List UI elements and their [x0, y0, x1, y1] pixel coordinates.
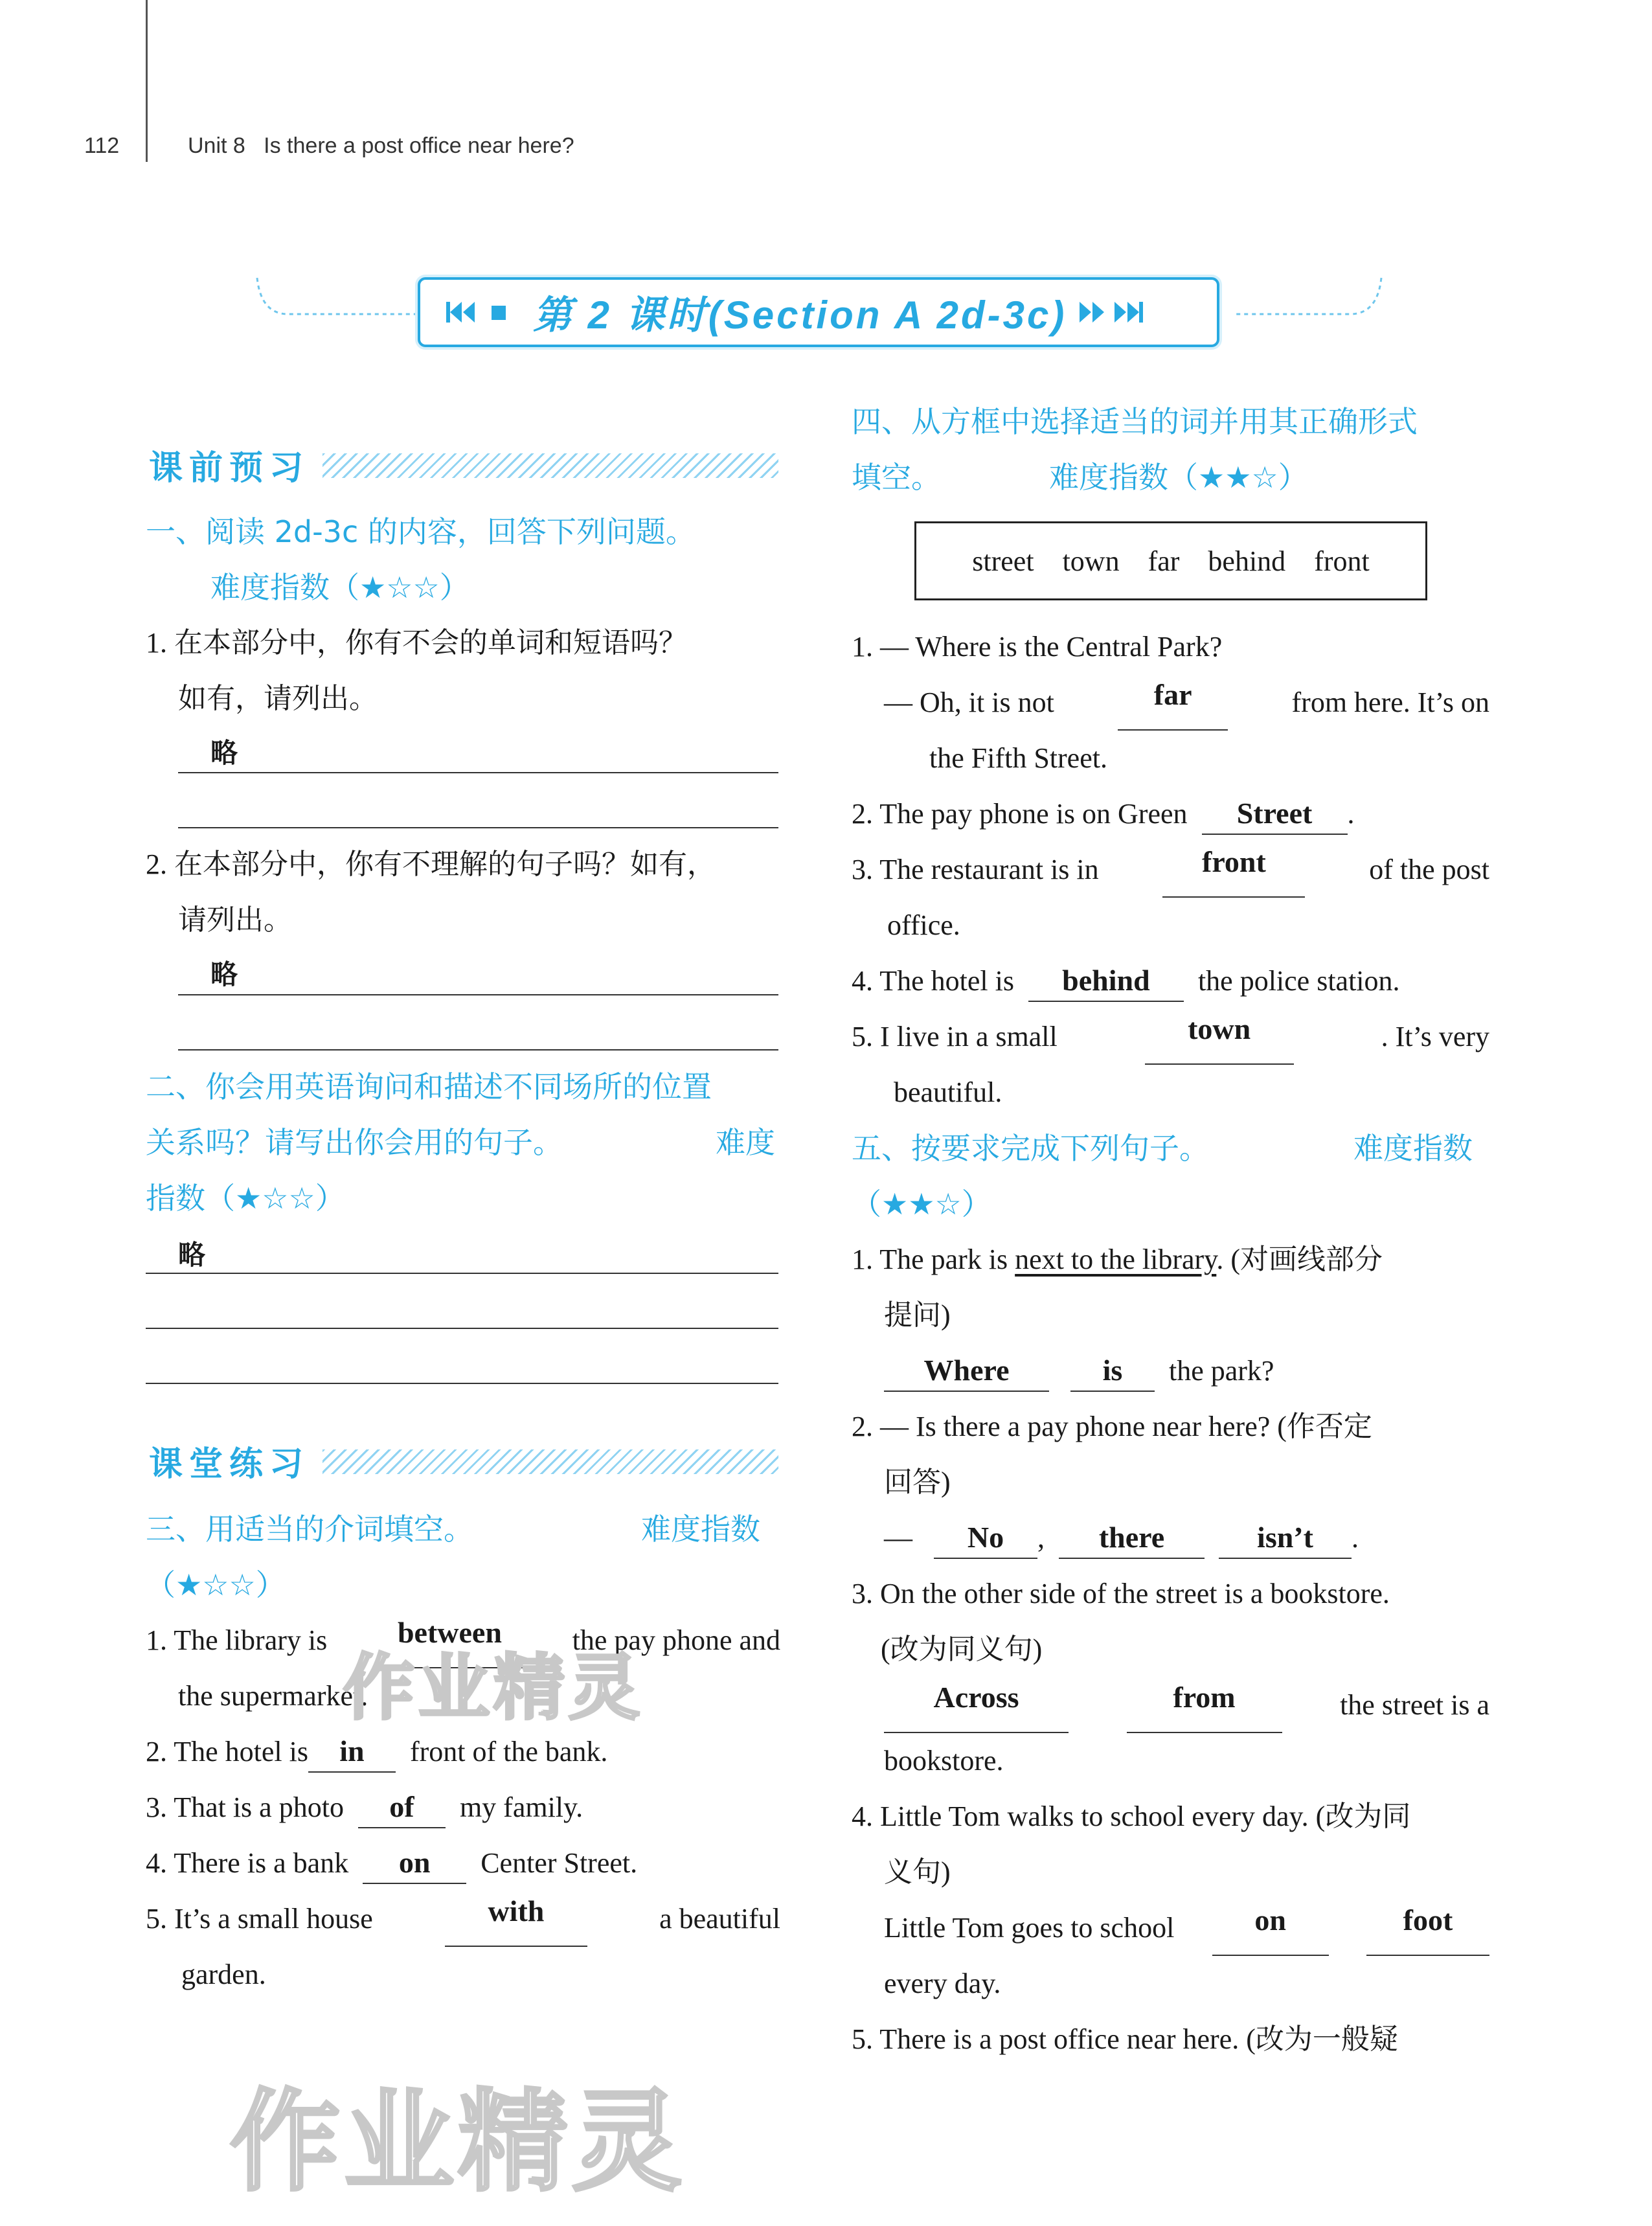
q5-item2-answer3: isn’t	[1219, 1517, 1352, 1559]
q4-item2	[852, 786, 1355, 842]
q3-item4	[146, 1835, 637, 1891]
q5-item2-period: .	[1352, 1522, 1359, 1554]
answer-line	[178, 1049, 778, 1051]
q3-item4-answer: on	[363, 1843, 466, 1884]
q5-item3-line1: 3. On the other side of the street is a bookstore.	[852, 1578, 1390, 1609]
q3-difficulty-a: 难度指数	[641, 1512, 760, 1547]
q5-item3-cont: (改为同义句)	[881, 1633, 1043, 1665]
q3-item1-answer: between	[377, 1613, 523, 1668]
watermark-small: 作业精灵	[343, 1646, 644, 1729]
practice-title: 课堂练习	[149, 1445, 310, 1484]
q5-item2-answer1: No	[934, 1517, 1037, 1559]
header-divider	[146, 0, 148, 162]
word-box-item: front	[1314, 545, 1370, 577]
q4-item4	[852, 953, 1400, 1009]
q2-difficulty-b: 指数（★☆☆）	[146, 1181, 345, 1216]
q5-difficulty-b: （★★☆）	[852, 1187, 991, 1221]
q1-item2-line2: 请列出。	[178, 904, 292, 936]
q5-item5-line1: 5. There is a post office near here. (改为一般疑	[852, 2023, 1398, 2055]
q4-item5-cont: beautiful.	[894, 1076, 1002, 1108]
q5-item4-answer-line	[884, 1900, 1489, 1956]
q4-line2: 填空。	[852, 460, 941, 495]
q4-line1: 四、从方框中选择适当的词并用其正确形式	[852, 404, 1418, 439]
q1-item1-answer: 略	[210, 738, 238, 768]
answer-line	[178, 994, 778, 995]
q3-item5-answer: with	[445, 1891, 587, 1947]
q5-item2-answer-line	[884, 1510, 1359, 1566]
fast-forward-icon	[1078, 299, 1108, 325]
answer-line	[178, 772, 778, 773]
word-box-item: town	[1062, 545, 1120, 577]
q5-difficulty-a: 难度指数	[1353, 1131, 1473, 1166]
q4-item1-line2	[884, 675, 1489, 731]
q4-item5	[852, 1009, 1489, 1065]
q1-heading: 一、阅读 2d-3c 的内容，回答下列问题。	[146, 514, 696, 549]
q4-item5-before: 5. I live in a small	[852, 1021, 1058, 1052]
q3-item1-before: 1. The library is	[146, 1624, 328, 1656]
q5-item1-cont: 提问)	[884, 1299, 951, 1331]
q2-answer: 略	[178, 1240, 206, 1270]
q5-item1-pre: 1. The park is	[852, 1244, 1015, 1275]
q2-line1: 二、你会用英语询问和描述不同场所的位置	[146, 1069, 712, 1104]
q3-item5-before: 5. It’s a small house	[146, 1903, 373, 1935]
stop-icon	[486, 299, 519, 325]
word-box-item: behind	[1208, 545, 1286, 577]
q1-item2-line1: 2. 在本部分中，你有不理解的句子吗？如有，	[146, 848, 716, 880]
q5-item4-pre: Little Tom goes to school	[884, 1912, 1175, 1944]
answer-line	[146, 1328, 778, 1329]
q4-item3	[852, 842, 1489, 898]
q3-item2-answer: in	[308, 1731, 396, 1773]
q5-item3-tail: the street is a	[1340, 1689, 1489, 1721]
q1-item1-line2: 如有，请列出。	[178, 683, 378, 714]
q4-item3-after: of the post	[1369, 854, 1489, 885]
q4-item4-answer: behind	[1028, 960, 1184, 1002]
answer-line	[178, 827, 778, 828]
q4-item3-answer: front	[1162, 842, 1305, 898]
q4-item1-answer: far	[1118, 675, 1228, 731]
q5-heading: 五、按要求完成下列句子。	[852, 1131, 1209, 1166]
q1-difficulty: 难度指数（★☆☆）	[210, 570, 470, 605]
q4-difficulty: 难度指数（★★☆）	[1049, 460, 1308, 495]
q5-item3-answer1: Across	[884, 1677, 1069, 1733]
q5-item3-answer-line	[884, 1677, 1489, 1733]
lesson-banner	[256, 275, 1383, 350]
q5-item3-tail2: bookstore.	[884, 1745, 1004, 1777]
q3-item3	[146, 1780, 583, 1835]
q4-item1-cont: the Fifth Street.	[929, 742, 1107, 774]
q3-item4-after: Center Street.	[481, 1847, 638, 1879]
q1-item1-line1: 1. 在本部分中，你有不会的单词和短语吗？	[146, 627, 687, 659]
q5-item2-cont: 回答)	[884, 1466, 951, 1498]
q4-item3-cont: office.	[887, 909, 960, 941]
q3-heading: 三、用适当的介词填空。	[146, 1512, 473, 1547]
q5-item2-line1: 2. — Is there a pay phone near here? (作否定	[852, 1411, 1372, 1442]
q3-item5-after: a beautiful	[659, 1903, 780, 1935]
q3-item3-after: my family.	[459, 1791, 583, 1823]
q4-item3-before: 3. The restaurant is in	[852, 854, 1099, 885]
q5-item1	[852, 1232, 1383, 1288]
preview-title: 课前预习	[149, 449, 310, 488]
answer-line	[146, 1383, 778, 1384]
q3-item5	[146, 1891, 780, 1947]
q3-item3-before: 3. That is a photo	[146, 1791, 344, 1823]
q3-item1-cont: the supermarket.	[178, 1680, 368, 1712]
q3-item1-after: the pay phone and	[572, 1624, 780, 1656]
q4-item2-after: .	[1347, 798, 1355, 830]
q5-item3-answer2: from	[1127, 1677, 1282, 1733]
q4-item1-after: from here. It’s on	[1291, 687, 1489, 718]
q3-item5-cont: garden.	[181, 1959, 266, 1990]
q5-item1-tail: the park?	[1169, 1355, 1274, 1387]
q4-item4-after: the police station.	[1197, 965, 1400, 997]
q4-item2-before: 2. The pay phone is on Green	[852, 798, 1188, 830]
q5-item1-post: . (对画线部分	[1216, 1244, 1383, 1275]
q4-item2-answer: Street	[1202, 793, 1348, 835]
q3-difficulty-b: （★☆☆）	[146, 1567, 286, 1602]
q5-item4-cont: 义句)	[884, 1856, 951, 1888]
q5-item1-answer1: Where	[884, 1350, 1049, 1392]
q4-item5-answer: town	[1145, 1009, 1294, 1065]
q4-item1-before: — Oh, it is not	[884, 687, 1054, 718]
q5-item2-dash: —	[884, 1522, 912, 1554]
answer-line	[146, 1273, 778, 1274]
word-box-item: street	[972, 545, 1034, 577]
lesson-title: 第 2 课时(Section A 2d-3c)	[533, 293, 1067, 337]
watermark-large: 作业精灵	[230, 2078, 686, 2207]
q2-difficulty-a: 难度	[716, 1125, 775, 1160]
q4-item4-before: 4. The hotel is	[852, 965, 1014, 997]
q5-item1-underlined: next to the library	[1015, 1244, 1217, 1275]
preview-hatch	[322, 453, 778, 478]
q5-item4-answer2: foot	[1366, 1900, 1489, 1956]
q3-item2-before: 2. The hotel is	[146, 1736, 308, 1767]
practice-hatch	[322, 1449, 778, 1474]
q3-item3-answer: of	[358, 1787, 446, 1828]
page-number: 112	[84, 133, 120, 158]
q4-item1-line1: 1. — Where is the Central Park?	[852, 631, 1223, 663]
q2-line2: 关系吗？请写出你会用的句子。	[146, 1125, 563, 1160]
skip-back-icon	[445, 299, 477, 325]
q5-item1-answer-line	[884, 1343, 1274, 1399]
skip-forward-icon	[1113, 299, 1146, 325]
q5-item2-comma: ,	[1037, 1522, 1045, 1554]
q4-item5-after: . It’s very	[1381, 1021, 1489, 1052]
q5-item1-answer2: is	[1070, 1350, 1155, 1392]
q3-item2-after: front of the bank.	[409, 1736, 608, 1767]
word-box	[914, 521, 1427, 600]
unit-title: Unit 8 Is there a post office near here?	[188, 133, 574, 158]
q5-item4-tail: every day.	[884, 1968, 1001, 1999]
q5-item4-answer1: on	[1212, 1900, 1329, 1956]
word-box-item: far	[1148, 545, 1180, 577]
q3-item4-before: 4. There is a bank	[146, 1847, 349, 1879]
q5-item2-answer2: there	[1059, 1517, 1205, 1559]
q5-item4-line1: 4. Little Tom walks to school every day. (改为同	[852, 1800, 1411, 1832]
q1-item2-answer: 略	[210, 959, 238, 990]
